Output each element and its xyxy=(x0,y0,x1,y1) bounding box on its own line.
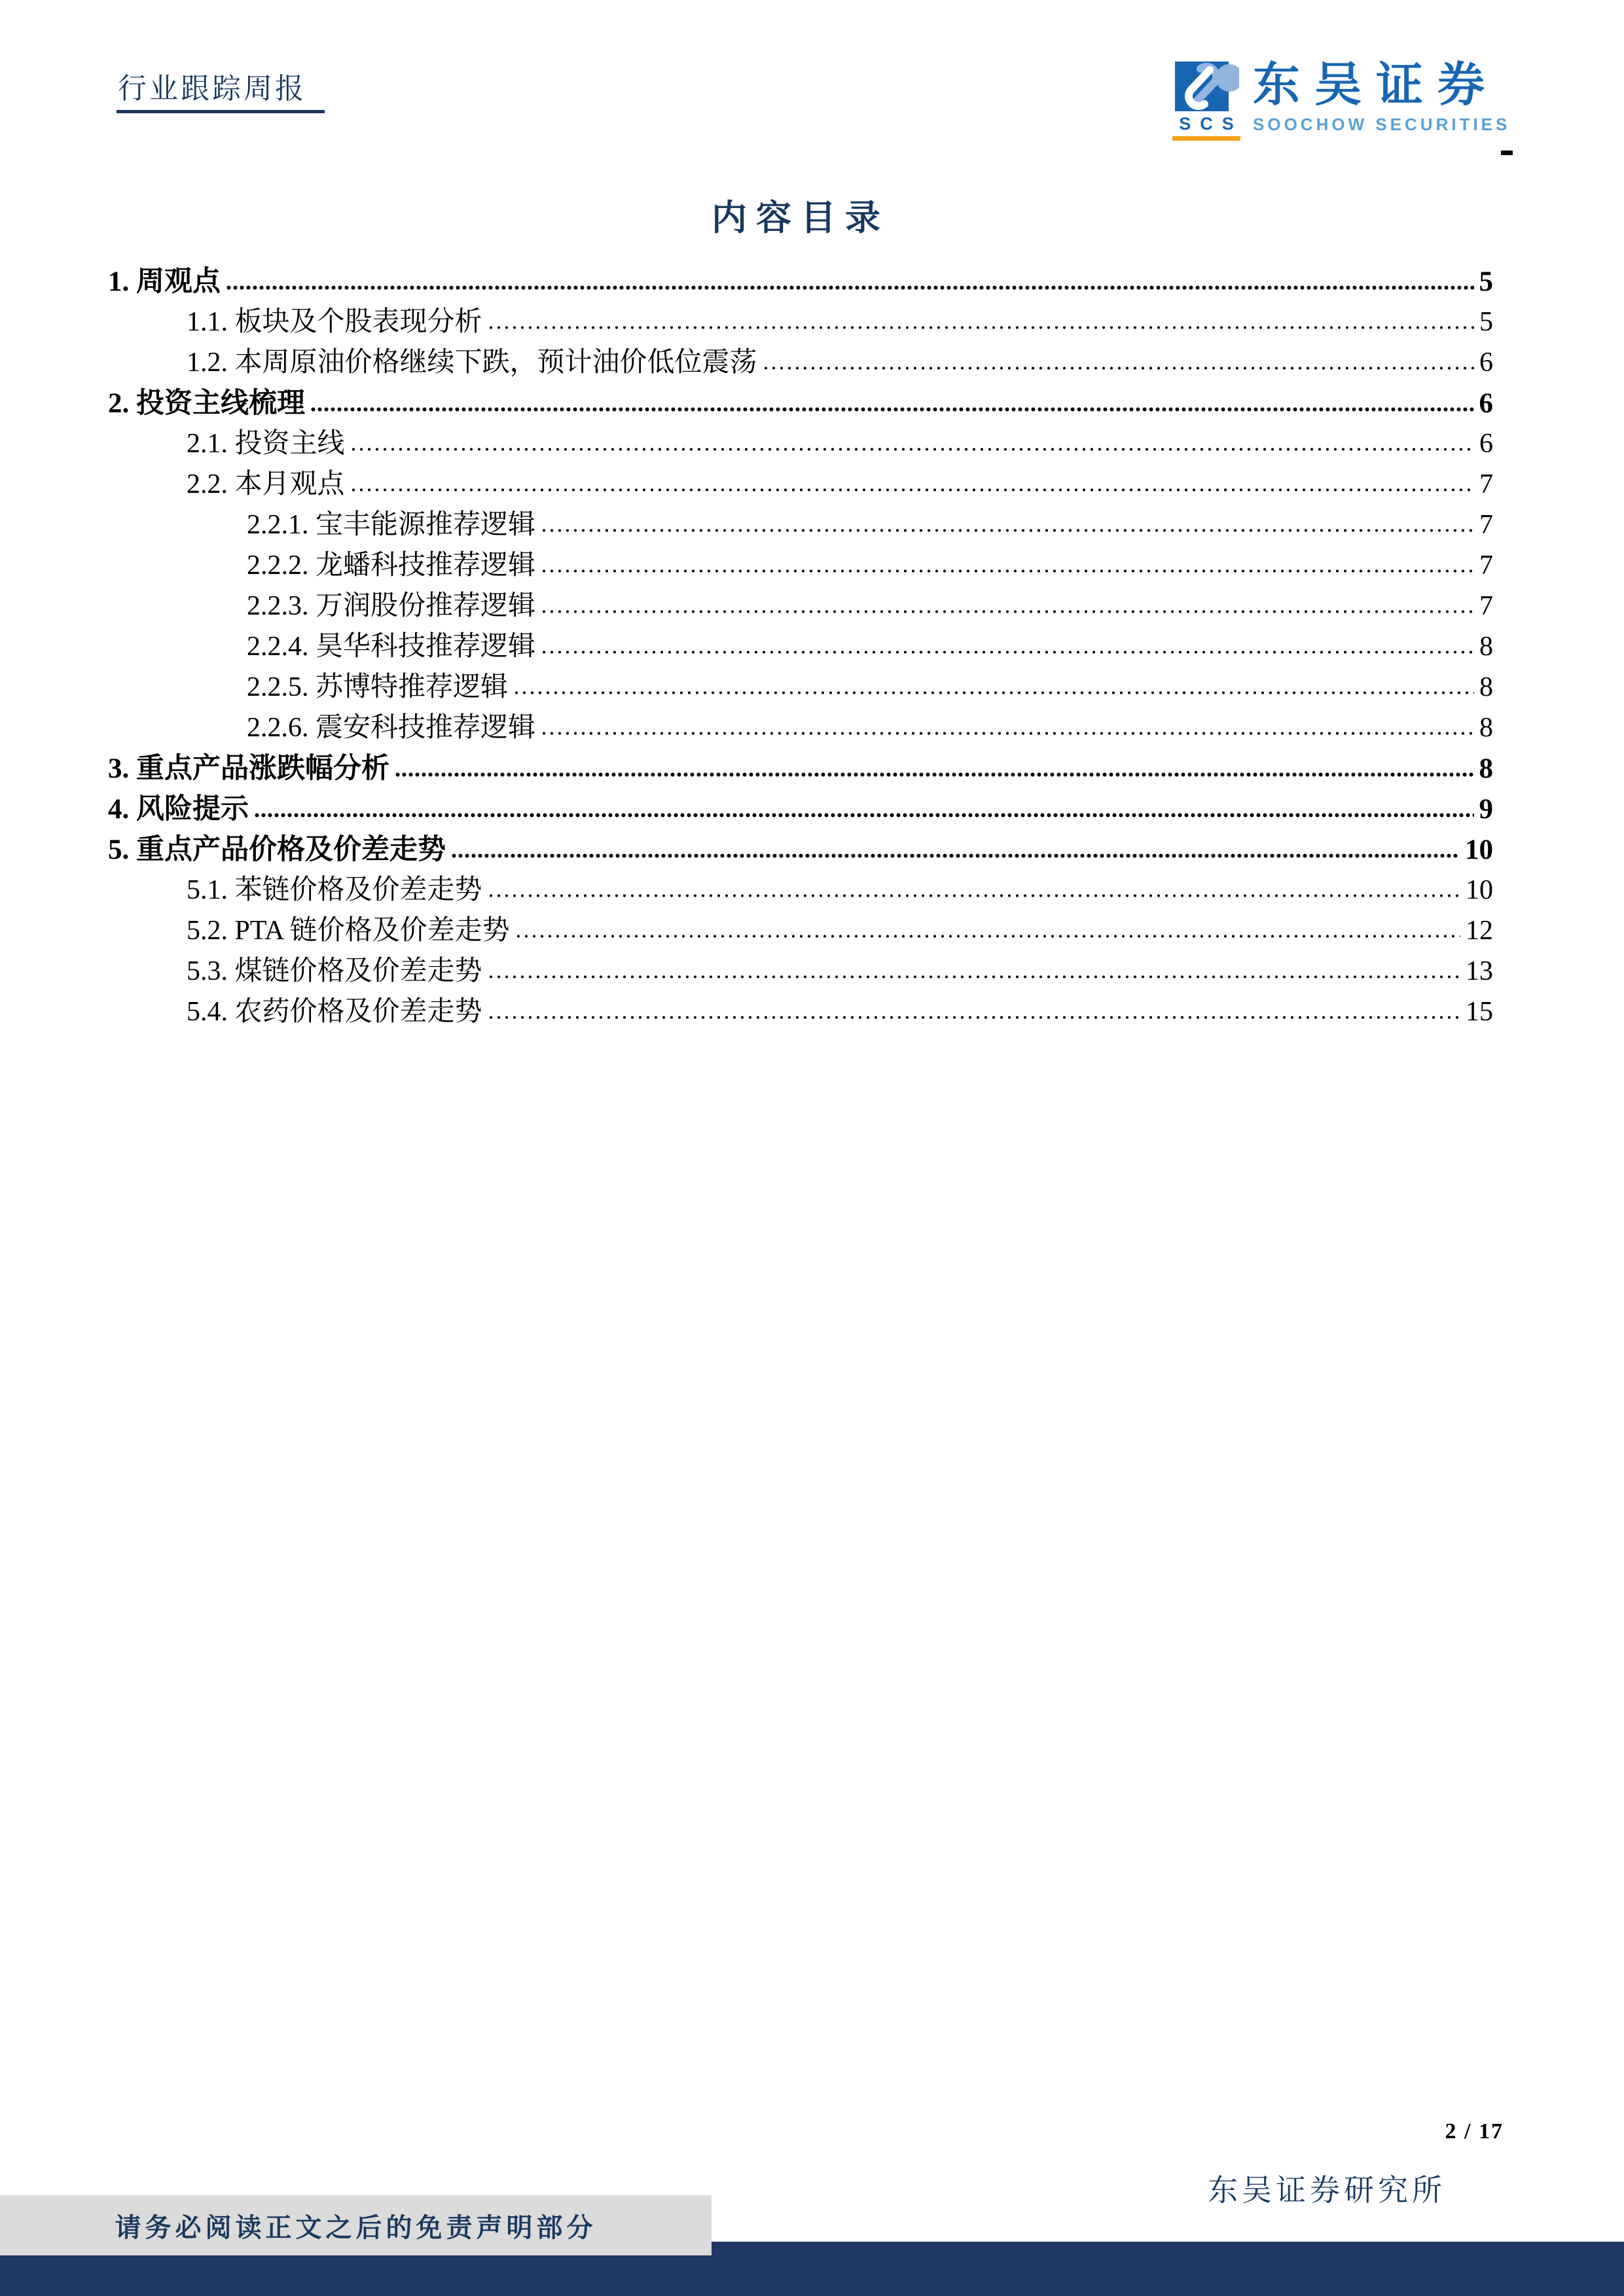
toc-entry[interactable] xyxy=(108,706,1493,746)
toc-entry[interactable] xyxy=(108,746,1493,787)
toc-entry-label: 5. 重点产品价格及价差走势 xyxy=(108,834,446,865)
toc-dot-leader xyxy=(541,528,1474,533)
toc-entry-label: 4. 风险提示 xyxy=(108,794,249,825)
toc-entry-label: 2.2.3. 万润股份推荐逻辑 xyxy=(247,591,536,621)
logo-mark xyxy=(1172,62,1241,141)
toc-entry-page: 6 xyxy=(1479,388,1493,419)
toc-entry-label: 5.1. 苯链价格及价差走势 xyxy=(187,875,482,905)
toc-entry-page: 8 xyxy=(1479,713,1493,743)
toc-entry-page: 5 xyxy=(1479,307,1493,337)
toc-entry-page: 7 xyxy=(1479,510,1493,540)
toc-dot-leader xyxy=(763,365,1474,371)
toc-entry[interactable] xyxy=(108,503,1493,543)
toc-dot-leader xyxy=(226,285,1474,291)
disclaimer-text: 请务必阅读正文之后的免责声明部分 xyxy=(115,2212,597,2242)
toc-entry-page: 5 xyxy=(1479,266,1493,297)
soochow-securities-logo xyxy=(1172,59,1511,141)
toc-dot-leader xyxy=(451,853,1460,859)
toc-dot-leader xyxy=(350,446,1474,452)
toc-entry-label: 2.2.5. 苏博特推荐逻辑 xyxy=(247,672,509,702)
toc-dot-leader xyxy=(254,812,1474,818)
toc-dot-leader xyxy=(541,730,1474,736)
toc-entry-label: 1. 周观点 xyxy=(108,266,221,297)
toc-entry-label: 5.4. 农药价格及价差走势 xyxy=(187,997,482,1027)
toc-dot-leader xyxy=(541,568,1474,574)
toc-entry[interactable] xyxy=(108,908,1493,949)
toc-entry-label: 2.1. 投资主线 xyxy=(187,429,345,459)
logo-en-text: SOOCHOW SECURITIES xyxy=(1253,115,1511,134)
scs-logo-icon xyxy=(1174,62,1239,113)
toc-entry-label: 2.2.4. 昊华科技推荐逻辑 xyxy=(247,632,536,662)
toc-entry-label: 1.2. 本周原油价格继续下跌，预计油价低位震荡 xyxy=(187,348,757,378)
toc-dot-leader xyxy=(310,406,1474,412)
toc-entry[interactable] xyxy=(108,584,1493,624)
toc-entry[interactable] xyxy=(108,300,1493,340)
toc-dot-leader xyxy=(350,487,1474,493)
toc-entry-page: 10 xyxy=(1466,875,1493,905)
toc-entry-page: 6 xyxy=(1479,429,1493,459)
toc-entry-page: 15 xyxy=(1466,997,1493,1027)
header-dash xyxy=(1501,151,1513,155)
toc-entry[interactable] xyxy=(108,949,1493,990)
toc-entry[interactable] xyxy=(108,827,1493,868)
toc-entry[interactable] xyxy=(108,543,1493,584)
toc-entry-page: 13 xyxy=(1466,956,1493,986)
toc-title: 内容目录 xyxy=(712,198,890,238)
toc-list xyxy=(108,259,1493,1030)
logo-cn-text: 东吴证券 xyxy=(1253,59,1500,111)
toc-entry-label: 2.2.2. 龙蟠科技推荐逻辑 xyxy=(247,550,536,581)
toc-entry[interactable] xyxy=(108,422,1493,462)
toc-dot-leader xyxy=(488,1014,1460,1020)
toc-entry-label: 2. 投资主线梳理 xyxy=(108,388,305,419)
toc-entry[interactable] xyxy=(108,340,1493,381)
toc-entry[interactable] xyxy=(108,259,1493,300)
toc-entry-page: 7 xyxy=(1479,550,1493,581)
disclaimer-banner xyxy=(0,2195,712,2255)
toc-dot-leader xyxy=(488,325,1474,331)
toc-entry-page: 12 xyxy=(1466,916,1493,946)
toc-entry-page: 8 xyxy=(1479,672,1493,702)
toc-dot-leader xyxy=(541,609,1474,615)
toc-entry-label: 5.3. 煤链价格及价差走势 xyxy=(187,956,482,986)
research-institute-label: 东吴证券研究所 xyxy=(1208,2174,1446,2207)
toc-entry-label: 3. 重点产品涨跌幅分析 xyxy=(108,753,389,784)
toc-dot-leader xyxy=(513,690,1474,696)
toc-entry-page: 7 xyxy=(1479,469,1493,499)
toc-entry[interactable] xyxy=(108,990,1493,1030)
toc-entry-page: 9 xyxy=(1479,794,1493,825)
toc-dot-leader xyxy=(488,974,1460,980)
toc-entry-page: 7 xyxy=(1479,591,1493,621)
toc-entry-label: 2.2.6. 震安科技推荐逻辑 xyxy=(247,713,536,743)
page-number-indicator: 2 / 17 xyxy=(1445,2119,1504,2144)
toc-entry[interactable] xyxy=(108,868,1493,908)
toc-entry-page: 10 xyxy=(1465,834,1493,865)
toc-entry-label: 2.2.1. 宝丰能源推荐逻辑 xyxy=(247,510,536,540)
toc-entry[interactable] xyxy=(108,381,1493,422)
toc-entry-label: 1.1. 板块及个股表现分析 xyxy=(187,307,482,337)
toc-dot-leader xyxy=(541,649,1474,655)
report-type-header: 行业跟踪周报 xyxy=(117,73,325,113)
toc-dot-leader xyxy=(515,933,1460,939)
toc-entry-page: 8 xyxy=(1479,753,1493,784)
toc-dot-leader xyxy=(395,772,1474,778)
toc-dot-leader xyxy=(488,893,1460,899)
logo-orange-bar xyxy=(1172,136,1240,141)
toc-entry[interactable] xyxy=(108,624,1493,665)
toc-entry-label: 5.2. PTA 链价格及价差走势 xyxy=(187,916,510,946)
toc-entry-page: 6 xyxy=(1479,348,1493,378)
toc-entry-page: 8 xyxy=(1479,632,1493,662)
toc-entry[interactable] xyxy=(108,665,1493,706)
logo-scs-text: SCS xyxy=(1179,114,1243,134)
toc-entry-label: 2.2. 本月观点 xyxy=(187,469,345,499)
toc-entry[interactable] xyxy=(108,787,1493,827)
toc-entry[interactable] xyxy=(108,462,1493,503)
